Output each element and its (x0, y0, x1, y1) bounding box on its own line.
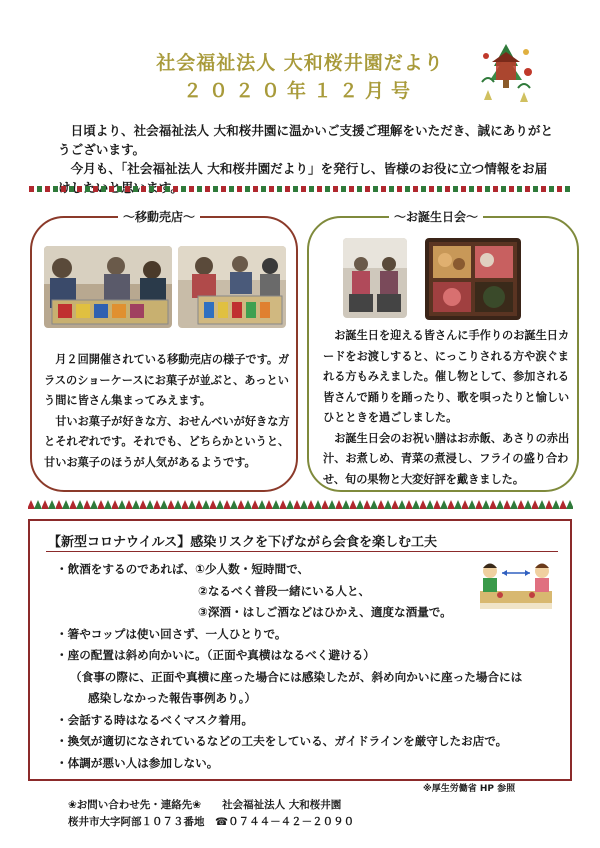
contact-label: ❀お問い合わせ先・連絡先❀ (68, 799, 202, 811)
dining-distance-illustration-icon (470, 551, 562, 621)
covid-tip-line: ・飲酒をするのであれば、①少人数・短時間で、 (56, 562, 310, 576)
birthday-text (323, 326, 573, 490)
birthday-photo-meal (425, 238, 521, 320)
covid-tip-line: ・換気が適切になされているなどの工夫をしている、ガイドラインを厳守したお店で。 (56, 734, 508, 748)
footer-phone: ☎０７４４－４２－２０９０ (215, 816, 355, 828)
covid-tip-line: ②なるべく普段一緒にいる人と、 (198, 583, 371, 598)
birthday-heading: ～お誕生日会～ (389, 208, 483, 225)
christmas-decoration-icon (478, 42, 534, 104)
birthday-panel (307, 210, 579, 492)
covid-tip-line: 感染しなかった報告事例あり。） (88, 691, 257, 705)
mobile-shop-paragraph-2: 甘いお菓子が好きな方、おせんべいが好きな方とそれぞれです。それでも、どちらかというと、甘いお菓子のほうが人気があるようです。 (44, 414, 290, 469)
covid-tip-line: ・箸やコップは使い回さず、一人ひとりで。 (56, 626, 287, 641)
newsletter-title: 社会福祉法人 大和桜井園だより (156, 52, 444, 74)
source-note: ※厚生労働省 HP 参照 (423, 784, 516, 794)
intro-paragraph-2: 今月も、「社会福祉法人 大和桜井園だより」を発行し、皆様のお役に立つ情報をお届 (70, 161, 548, 176)
mobile-shop-photo-1 (44, 246, 172, 328)
mobile-shop-text (44, 350, 290, 473)
decorative-border-top (28, 184, 573, 194)
mobile-shop-panel (30, 210, 298, 492)
footer-address: 桜井市大字阿部１０７３番地 (68, 816, 205, 828)
covid-tip-line: ・座の配置は斜め向かいに。（正面や真横はなるべく避ける） (56, 648, 375, 662)
mobile-shop-paragraph-1: 月２回開催されている移動売店の様子です。ガラスのショーケースにお菓子が並ぶと、あっという間に皆さん集まってみえます。 (44, 353, 290, 407)
intro-paragraph-1: 日頃より、社会福祉法人 大和桜井園に温かいご支援ご理解をいただき、誠にありがとうございます。 (58, 123, 554, 157)
mobile-shop-heading: ～移動売店～ (118, 208, 200, 225)
birthday-paragraph-1: お誕生日を迎える皆さんに手作りのお誕生日カードをお渡しすると、にっこりされる方や涙ぐまれる方もみえました。催し物として、参加される皆さんで踊りを踊ったり、歌を唄ったりと愉しいひとときを過ごしました。 (323, 329, 570, 424)
covid-tip-line: （食事の際に、正面や真横に座った場合には感染したが、斜め向かいに座った場合には (70, 669, 523, 684)
covid-tips-list (56, 559, 523, 774)
covid-tips-box (28, 519, 572, 781)
covid-tip-line: ③深酒・はしご酒などはひかえ、適度な酒量で。 (198, 605, 452, 619)
covid-tip-line: ・体調が悪い人は参加しない。 (56, 755, 219, 770)
footer-org-name: 社会福祉法人 大和桜井園 (222, 799, 342, 811)
decorative-border-middle (28, 499, 573, 510)
contact-footer (68, 797, 354, 831)
covid-heading: 【新型コロナウイルス】感染リスクを下げながら会食を楽しむ工夫 (48, 535, 437, 550)
mobile-shop-photo-2 (178, 246, 286, 328)
covid-tip-line: ・会話する時はなるべくマスク着用。 (56, 712, 254, 727)
birthday-photo-residents (343, 238, 407, 318)
birthday-paragraph-2: お誕生日会のお祝い膳はお赤飯、あさりの赤出汁、お煮しめ、青菜の煮浸し、フライの盛り合わせ、旬の果物と大変好評を戴きました。 (323, 431, 570, 486)
issue-date: ２０２０年１２月号 (182, 80, 417, 102)
